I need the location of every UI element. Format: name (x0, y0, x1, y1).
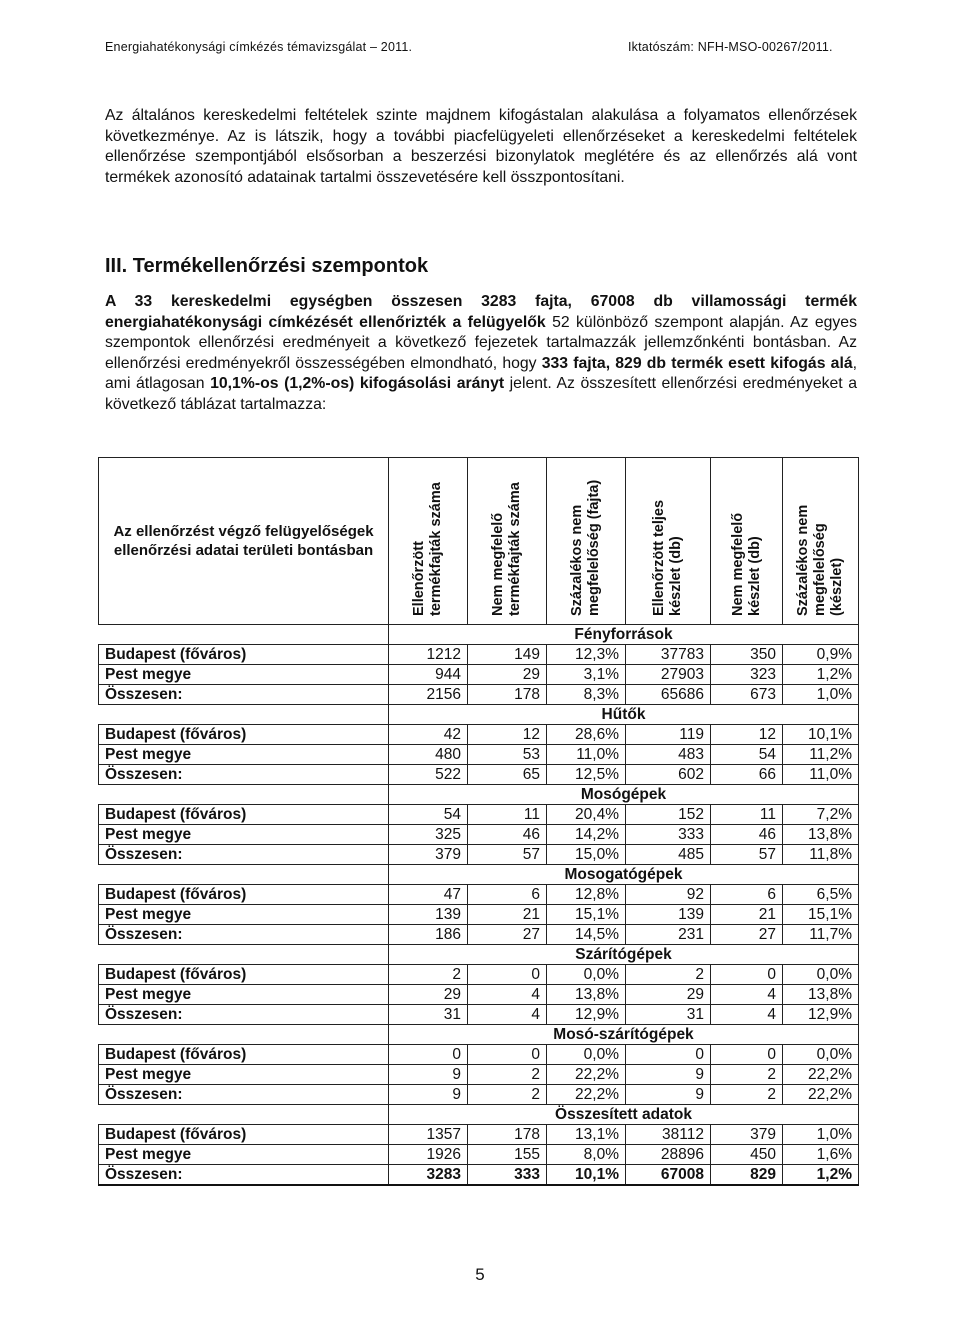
table-cell: 54 (711, 745, 783, 765)
table-cell: 21 (468, 905, 547, 925)
table-cell: 9 (626, 1085, 711, 1105)
table-cell: 231 (626, 925, 711, 945)
table-cell: 46 (711, 825, 783, 845)
table-cell: 944 (389, 665, 468, 685)
column-header (711, 458, 783, 625)
row-label: Budapest (főváros) (99, 885, 389, 905)
table-cell: 8,0% (547, 1145, 626, 1165)
table-cell: 9 (389, 1085, 468, 1105)
table-cell: 15,1% (783, 905, 859, 925)
table-cell: 11,0% (783, 765, 859, 785)
row-label: Összesen: (99, 1005, 389, 1025)
section-title: Fényforrások (389, 625, 859, 645)
section-heading: III. Termékellenőrzési szempontok (105, 255, 429, 277)
table-cell: 2 (389, 965, 468, 985)
table-cell: 29 (468, 665, 547, 685)
table-row (99, 745, 859, 765)
table-cell: 7,2% (783, 805, 859, 825)
section-row (99, 1025, 859, 1045)
table-cell: 29 (626, 985, 711, 1005)
table-cell: 29 (389, 985, 468, 1005)
table-cell: 333 (468, 1165, 547, 1186)
section-title: Szárítógépek (389, 945, 859, 965)
column-header-label: Százalékos nem megfelelőség (készlet) (795, 504, 845, 616)
section-row (99, 945, 859, 965)
table-cell: 27 (468, 925, 547, 945)
table-cell: 53 (468, 745, 547, 765)
table-cell: 13,8% (783, 985, 859, 1005)
table-cell: 15,0% (547, 845, 626, 865)
table-cell: 14,5% (547, 925, 626, 945)
table-cell: 11,0% (547, 745, 626, 765)
row-label: Pest megye (99, 985, 389, 1005)
table-cell: 8,3% (547, 685, 626, 705)
table-cell: 65 (468, 765, 547, 785)
table-row (99, 1145, 859, 1165)
table-row (99, 905, 859, 925)
table-cell: 2 (468, 1065, 547, 1085)
table-cell: 11,2% (783, 745, 859, 765)
table-cell: 152 (626, 805, 711, 825)
row-label: Budapest (főváros) (99, 805, 389, 825)
table-cell: 323 (711, 665, 783, 685)
table-cell: 1,2% (783, 665, 859, 685)
row-label: Budapest (főváros) (99, 1125, 389, 1145)
table-cell: 2 (711, 1065, 783, 1085)
table-row (99, 805, 859, 825)
table-body (99, 625, 859, 1186)
table-cell: 57 (711, 845, 783, 865)
table-cell: 13,8% (547, 985, 626, 1005)
row-label: Budapest (főváros) (99, 725, 389, 745)
section-row-spacer (99, 705, 389, 725)
table-cell: 0 (626, 1045, 711, 1065)
table-cell: 186 (389, 925, 468, 945)
table-cell: 0 (468, 965, 547, 985)
table-cell: 13,8% (783, 825, 859, 845)
row-label: Budapest (főváros) (99, 645, 389, 665)
table-cell: 1926 (389, 1145, 468, 1165)
table-cell: 12 (711, 725, 783, 745)
table-cell: 0,0% (783, 965, 859, 985)
table-cell: 12 (468, 725, 547, 745)
table-cell: 13,1% (547, 1125, 626, 1145)
section-row-spacer (99, 865, 389, 885)
table-row (99, 1005, 859, 1025)
section-row-spacer (99, 785, 389, 805)
table-cell: 47 (389, 885, 468, 905)
table-cell: 829 (711, 1165, 783, 1186)
table-row (99, 885, 859, 905)
table-row (99, 1085, 859, 1105)
column-header-label: Százalékos nem megfelelőség (fajta) (569, 479, 602, 616)
summary-text-2: , ami átlagosan (105, 354, 858, 393)
table-cell: 4 (711, 985, 783, 1005)
table-cell: 483 (626, 745, 711, 765)
table-cell: 42 (389, 725, 468, 745)
table-cell: 1,0% (783, 685, 859, 705)
table-cell: 602 (626, 765, 711, 785)
table-row (99, 985, 859, 1005)
table-cell: 22,2% (783, 1085, 859, 1105)
section-title: Mosógépek (389, 785, 859, 805)
table-cell: 20,4% (547, 805, 626, 825)
table-cell: 673 (711, 685, 783, 705)
row-label: Összesen: (99, 925, 389, 945)
table-cell: 119 (626, 725, 711, 745)
table-cell: 325 (389, 825, 468, 845)
table-cell: 11,8% (783, 845, 859, 865)
table-cell: 4 (468, 985, 547, 1005)
row-label: Pest megye (99, 1065, 389, 1085)
table-cell: 15,1% (547, 905, 626, 925)
table-cell: 379 (711, 1125, 783, 1145)
row-label: Budapest (főváros) (99, 1045, 389, 1065)
column-header (626, 458, 711, 625)
column-header-label: Nem megfelelő termékfajták száma (490, 482, 523, 616)
table-cell: 57 (468, 845, 547, 865)
table-cell: 6 (711, 885, 783, 905)
table-cell: 10,1% (547, 1165, 626, 1186)
table-cell: 1,0% (783, 1125, 859, 1145)
column-header (468, 458, 547, 625)
table-cell: 9 (626, 1065, 711, 1085)
table-cell: 38112 (626, 1125, 711, 1145)
table-row (99, 645, 859, 665)
section-row-spacer (99, 1105, 389, 1125)
table-row (99, 845, 859, 865)
header-right: Iktatószám: NFH-MSO-00267/2011. (628, 40, 833, 54)
table-cell: 379 (389, 845, 468, 865)
table-cell: 139 (626, 905, 711, 925)
section-title: Mosogatógépek (389, 865, 859, 885)
table-cell: 155 (468, 1145, 547, 1165)
table-cell: 12,9% (783, 1005, 859, 1025)
table-cell: 480 (389, 745, 468, 765)
row-label: Pest megye (99, 1145, 389, 1165)
inspection-results-table (98, 457, 859, 1186)
table-header-row (99, 458, 859, 625)
table-cell: 6 (468, 885, 547, 905)
table-row (99, 1045, 859, 1065)
table-row (99, 925, 859, 945)
table-cell: 178 (468, 685, 547, 705)
table-cell: 14,2% (547, 825, 626, 845)
table-cell: 1,6% (783, 1145, 859, 1165)
section-row-spacer (99, 1025, 389, 1045)
column-header-label: Ellenőrzött termékfajták száma (411, 482, 444, 616)
row-label: Összesen: (99, 685, 389, 705)
section-row-spacer (99, 625, 389, 645)
table-cell: 37783 (626, 645, 711, 665)
table-cell: 4 (468, 1005, 547, 1025)
table-row (99, 725, 859, 745)
table-cell: 1212 (389, 645, 468, 665)
table-cell: 21 (711, 905, 783, 925)
table-cell: 350 (711, 645, 783, 665)
intro-paragraph: Az általános kereskedelmi feltételek szinte majdnem kifogástalan alakulása a folyamatos ellenőrzések következménye. Az is látszik, hogy a további piacfelügyeleti ellenőrzéseket a kereskedelmi feltételek ellenőrzése szempontjából elsősorban a beszerzési bizonylatok meglétére és az ellenőrzés alá vont termékek azonosító adatainak tartalmi összevetésére kell összpontosítani. (105, 107, 857, 186)
table-cell: 522 (389, 765, 468, 785)
table-cell: 2 (468, 1085, 547, 1105)
table-cell: 31 (626, 1005, 711, 1025)
section-row (99, 705, 859, 725)
table-cell: 46 (468, 825, 547, 845)
table-cell: 11 (468, 805, 547, 825)
section-title: Összesített adatok (389, 1105, 859, 1125)
table-cell: 4 (711, 1005, 783, 1025)
page-number: 5 (475, 1265, 485, 1284)
table-cell: 22,2% (547, 1085, 626, 1105)
table-row (99, 965, 859, 985)
table-row (99, 685, 859, 705)
row-label: Pest megye (99, 745, 389, 765)
table-cell: 54 (389, 805, 468, 825)
table-cell: 3,1% (547, 665, 626, 685)
summary-text-1: 52 különböző szempont alapján. Az egyes szempontok ellenőrzési eredményeit a következő fejezetek tartalmazzák jellemzőnkénti bontásban. Az ellenőrzési eredményekről összességében elmondható, hogy (105, 313, 857, 372)
header-main-cell: Az ellenőrzést végző felügyelőségek ellenőrzési adatai területi bontásban (99, 458, 389, 625)
table-cell: 178 (468, 1125, 547, 1145)
table-cell: 11 (711, 805, 783, 825)
row-label: Pest megye (99, 905, 389, 925)
table-cell: 450 (711, 1145, 783, 1165)
summary-text-3: jelent. Az összesített ellenőrzési eredményeket a következő táblázat tartalmazza: (105, 375, 858, 413)
row-label: Pest megye (99, 665, 389, 685)
summary-bold-3: 10,1%-os (1,2%-os) kifogásolási arányt (210, 375, 505, 393)
row-label: Összesen: (99, 845, 389, 865)
column-header-label: Nem megfelelő készlet (db) (729, 512, 763, 616)
table-cell: 66 (711, 765, 783, 785)
table-cell: 485 (626, 845, 711, 865)
row-label: Összesen: (99, 1165, 389, 1186)
table-row (99, 825, 859, 845)
table-cell: 10,1% (783, 725, 859, 745)
section-row (99, 865, 859, 885)
table-cell: 12,3% (547, 645, 626, 665)
summary-paragraph (105, 292, 857, 416)
table-cell: 0 (711, 965, 783, 985)
table-cell: 22,2% (547, 1065, 626, 1085)
table-cell: 22,2% (783, 1065, 859, 1085)
section-row (99, 785, 859, 805)
table-cell: 6,5% (783, 885, 859, 905)
row-label: Összesen: (99, 765, 389, 785)
row-label: Pest megye (99, 825, 389, 845)
section-row (99, 1105, 859, 1125)
section-title: Mosó-szárítógépek (389, 1025, 859, 1045)
table-cell: 0,0% (783, 1045, 859, 1065)
table-cell: 3283 (389, 1165, 468, 1186)
table-cell: 12,9% (547, 1005, 626, 1025)
section-row-spacer (99, 945, 389, 965)
table-cell: 67008 (626, 1165, 711, 1186)
column-header (389, 458, 468, 625)
column-header (783, 458, 859, 625)
summary-bold-1: A 33 kereskedelmi egységben összesen 3283 fajta, 67008 db villamossági termék energiahatékonysági címkézését ellenőrizték a felügyelők (105, 293, 857, 331)
table-row (99, 765, 859, 785)
table-row (99, 1125, 859, 1145)
table-cell: 0,9% (783, 645, 859, 665)
summary-bold-2: 333 fajta, 829 db termék esett kifogás alá (541, 354, 853, 372)
section-row (99, 625, 859, 645)
table-cell: 9 (389, 1065, 468, 1085)
row-label: Összesen: (99, 1085, 389, 1105)
table-row (99, 1165, 859, 1186)
table-cell: 0,0% (547, 965, 626, 985)
table-cell: 139 (389, 905, 468, 925)
table-cell: 31 (389, 1005, 468, 1025)
header-left: Energiahatékonysági címkézés témavizsgálat – 2011. (105, 40, 413, 54)
column-header (547, 458, 626, 625)
table-cell: 1357 (389, 1125, 468, 1145)
table-cell: 92 (626, 885, 711, 905)
table-cell: 2 (711, 1085, 783, 1105)
table-cell: 12,8% (547, 885, 626, 905)
table-cell: 2156 (389, 685, 468, 705)
table-row (99, 665, 859, 685)
table-cell: 11,7% (783, 925, 859, 945)
table-cell: 0 (389, 1045, 468, 1065)
table-cell: 28,6% (547, 725, 626, 745)
table-row (99, 1065, 859, 1085)
table-cell: 1,2% (783, 1165, 859, 1186)
table-cell: 0 (711, 1045, 783, 1065)
table-cell: 333 (626, 825, 711, 845)
section-title: Hűtők (389, 705, 859, 725)
row-label: Budapest (főváros) (99, 965, 389, 985)
table-cell: 0 (468, 1045, 547, 1065)
table-cell: 2 (626, 965, 711, 985)
table-cell: 28896 (626, 1145, 711, 1165)
table-cell: 0,0% (547, 1045, 626, 1065)
table-cell: 27903 (626, 665, 711, 685)
table-cell: 27 (711, 925, 783, 945)
table-cell: 149 (468, 645, 547, 665)
column-header-label: Ellenőrzött teljes készlet (db) (651, 499, 684, 616)
table-cell: 12,5% (547, 765, 626, 785)
table-cell: 65686 (626, 685, 711, 705)
